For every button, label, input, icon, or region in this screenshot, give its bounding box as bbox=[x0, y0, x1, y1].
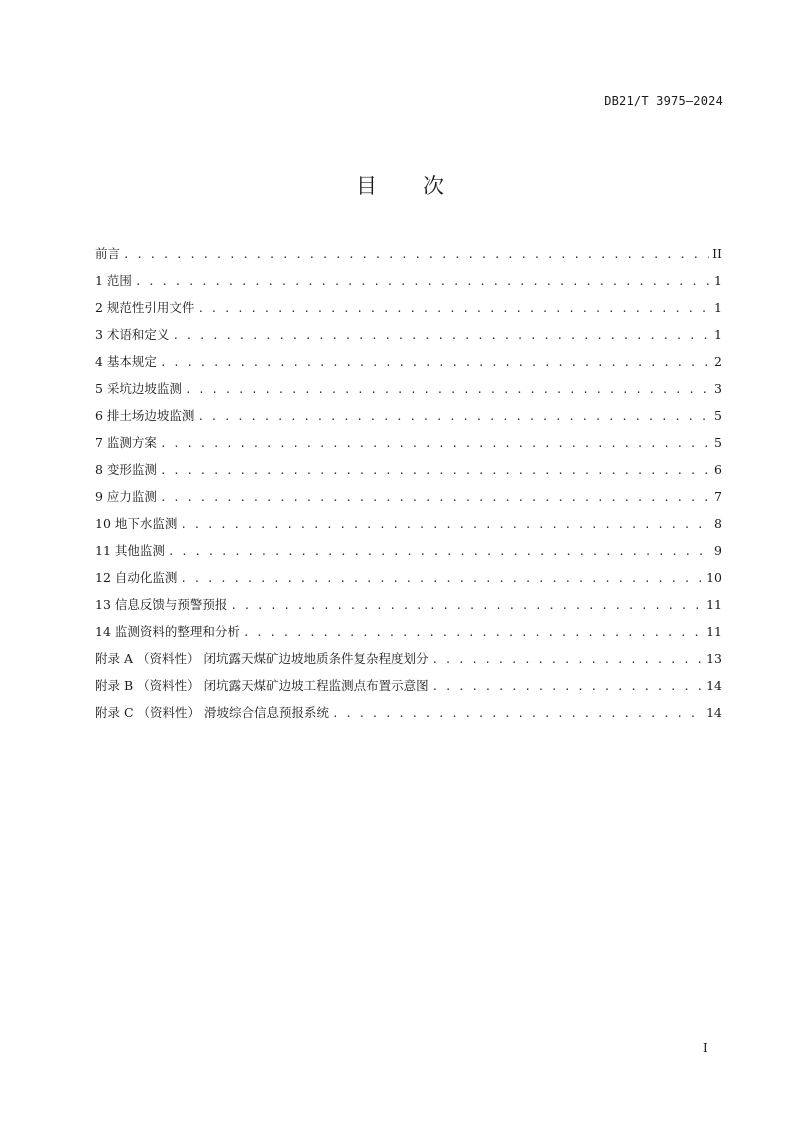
toc-title-char-2: 次 bbox=[423, 174, 444, 198]
toc-entry-text: 3 术语和定义 bbox=[95, 327, 170, 342]
toc-entry-page: 1 bbox=[714, 273, 722, 288]
toc-entry-feedback-warning[interactable] bbox=[95, 591, 722, 618]
toc-entry-appendix-c[interactable] bbox=[95, 699, 722, 726]
toc-entry-data-analysis[interactable] bbox=[95, 618, 722, 645]
toc-leader-dots bbox=[180, 511, 709, 538]
toc-leader-dots bbox=[160, 430, 709, 457]
toc-entry-text: 附录 A （资料性） 闭坑露天煤矿边坡地质条件复杂程度划分 bbox=[95, 651, 429, 666]
toc-entry-deformation-monitoring[interactable] bbox=[95, 456, 722, 483]
toc-leader-dots bbox=[160, 349, 709, 376]
toc-entry-page: 14 bbox=[706, 705, 722, 720]
toc-leader-dots bbox=[123, 241, 709, 268]
toc-entry-page: 11 bbox=[706, 624, 722, 639]
toc-leader-dots bbox=[431, 646, 703, 673]
toc-entry-text: 13 信息反馈与预警预报 bbox=[95, 597, 228, 612]
toc-leader-dots bbox=[230, 592, 703, 619]
toc-list bbox=[95, 240, 722, 726]
toc-entry-page: 14 bbox=[706, 678, 722, 693]
toc-entry-page: 1 bbox=[714, 327, 722, 342]
toc-entry-text: 9 应力监测 bbox=[95, 489, 157, 504]
toc-entry-text: 6 排土场边坡监测 bbox=[95, 408, 195, 423]
document-code: DB21/T 3975—2024 bbox=[604, 94, 723, 108]
toc-entry-text: 4 基本规定 bbox=[95, 354, 157, 369]
toc-entry-groundwater-monitoring[interactable] bbox=[95, 510, 722, 537]
toc-entry-page: 7 bbox=[714, 489, 722, 504]
toc-entry-automated-monitoring[interactable] bbox=[95, 564, 722, 591]
toc-entry-appendix-a[interactable] bbox=[95, 645, 722, 672]
toc-entry-page: 5 bbox=[714, 435, 722, 450]
toc-leader-dots bbox=[135, 268, 709, 295]
toc-entry-text: 7 监测方案 bbox=[95, 435, 157, 450]
toc-leader-dots bbox=[160, 457, 709, 484]
toc-leader-dots bbox=[243, 619, 703, 646]
toc-leader-dots bbox=[197, 295, 709, 322]
toc-entry-text: 5 采坑边坡监测 bbox=[95, 381, 182, 396]
toc-leader-dots bbox=[432, 673, 703, 700]
toc-entry-appendix-b[interactable] bbox=[95, 672, 722, 699]
toc-leader-dots bbox=[168, 538, 709, 565]
toc-entry-text: 2 规范性引用文件 bbox=[95, 300, 195, 315]
toc-leader-dots bbox=[180, 565, 703, 592]
toc-entry-basic-provisions[interactable] bbox=[95, 348, 722, 375]
toc-entry-text: 8 变形监测 bbox=[95, 462, 157, 477]
toc-leader-dots bbox=[185, 376, 709, 403]
toc-entry-monitoring-plan[interactable] bbox=[95, 429, 722, 456]
toc-entry-text: 附录 C （资料性） 滑坡综合信息预报系统 bbox=[95, 705, 329, 720]
toc-leader-dots bbox=[197, 403, 709, 430]
toc-entry-text: 10 地下水监测 bbox=[95, 516, 178, 531]
toc-entry-page: 8 bbox=[714, 516, 722, 531]
toc-title bbox=[0, 170, 800, 200]
toc-entry-page: 3 bbox=[714, 381, 722, 396]
toc-entry-text: 1 范围 bbox=[95, 273, 132, 288]
toc-entry-text: 前言 bbox=[95, 246, 121, 261]
toc-entry-dump-slope-monitoring[interactable] bbox=[95, 402, 722, 429]
toc-entry-page: 9 bbox=[714, 543, 722, 558]
toc-entry-page: 13 bbox=[706, 651, 722, 666]
toc-title-char-1: 目 bbox=[356, 174, 377, 198]
toc-entry-scope[interactable] bbox=[95, 267, 722, 294]
toc-entry-other-monitoring[interactable] bbox=[95, 537, 722, 564]
toc-entry-text: 12 自动化监测 bbox=[95, 570, 178, 585]
toc-entry-page: 5 bbox=[714, 408, 722, 423]
toc-entry-page: 6 bbox=[714, 462, 722, 477]
toc-entry-text: 11 其他监测 bbox=[95, 543, 165, 558]
toc-entry-stress-monitoring[interactable] bbox=[95, 483, 722, 510]
toc-entry-page: II bbox=[712, 246, 722, 261]
toc-entry-text: 附录 B （资料性） 闭坑露天煤矿边坡工程监测点布置示意图 bbox=[95, 678, 429, 693]
toc-entry-page: 11 bbox=[706, 597, 722, 612]
toc-entry-pit-slope-monitoring[interactable] bbox=[95, 375, 722, 402]
toc-entry-normative-references[interactable] bbox=[95, 294, 722, 321]
toc-entry-foreword[interactable] bbox=[95, 240, 722, 267]
toc-entry-terms-definitions[interactable] bbox=[95, 321, 722, 348]
toc-leader-dots bbox=[332, 700, 703, 727]
toc-entry-text: 14 监测资料的整理和分析 bbox=[95, 624, 240, 639]
toc-entry-page: 2 bbox=[714, 354, 722, 369]
toc-leader-dots bbox=[172, 322, 709, 349]
toc-entry-page: 10 bbox=[706, 570, 722, 585]
toc-leader-dots bbox=[160, 484, 709, 511]
toc-entry-page: 1 bbox=[714, 300, 722, 315]
page-number: I bbox=[703, 1041, 708, 1055]
